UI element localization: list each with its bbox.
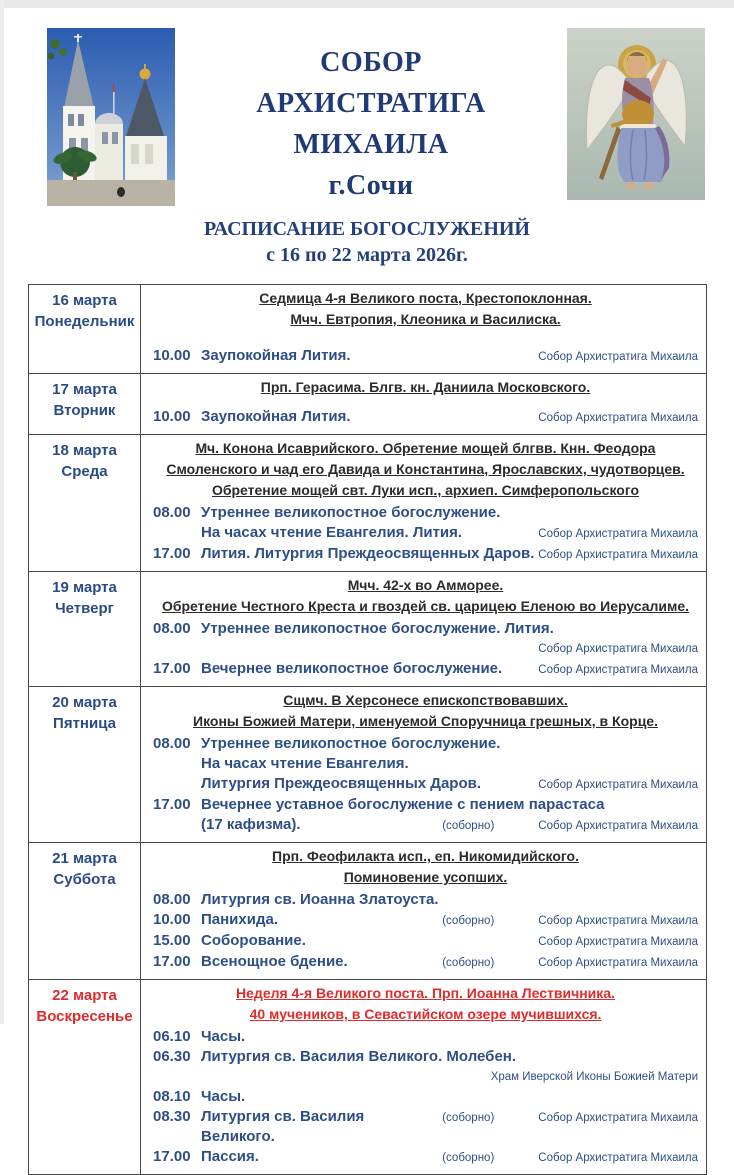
- feast-line: Иконы Божией Матери, именуемой Споручница грешных, в Корце.: [193, 713, 658, 729]
- service-time: 08.10: [153, 1088, 191, 1105]
- service-time: 17.00: [153, 660, 191, 677]
- content-cell-thursday: [141, 572, 706, 686]
- title-line-1: СОБОР: [320, 47, 422, 78]
- service-time: 10.00: [153, 911, 191, 928]
- date-cell-tuesday: [29, 374, 141, 434]
- content-cell-friday: [141, 687, 706, 842]
- weekday-label: Суббота: [53, 871, 116, 888]
- soborno-note: (соборно): [442, 915, 495, 927]
- service-location: Собор Архистратига Михаила: [538, 643, 698, 655]
- service-line: [153, 407, 698, 428]
- content-cell-saturday: [141, 843, 706, 979]
- date-cell-friday: [29, 687, 141, 842]
- service-line: [153, 639, 698, 659]
- service-description: Утреннее великопостное богослужение.: [201, 504, 501, 521]
- service-time: 17.00: [153, 1148, 191, 1165]
- soborno-note: (соборно): [442, 820, 495, 832]
- feast-line: Обретение Честного Креста и гвоздей св. царицею Еленою во Иерусалиме.: [161, 598, 690, 614]
- soborno-note: (соборно): [442, 1152, 495, 1164]
- service-line: [153, 734, 698, 754]
- service-line: [153, 1027, 698, 1047]
- photo-left-edge: [0, 0, 4, 1024]
- service-time: 08.00: [153, 735, 191, 752]
- page-title: [175, 28, 567, 206]
- service-line: [153, 346, 698, 367]
- service-description: Литургия Преждеосвященных Даров.: [201, 775, 482, 792]
- service-line: [153, 890, 698, 910]
- service-description: Пассия.: [201, 1148, 259, 1165]
- service-description: На часах чтение Евангелия. Лития.: [201, 524, 463, 541]
- feast-line: Сщмч. В Херсонесе епископствовавших.: [283, 692, 568, 708]
- feast-line: Мч. Конона Исаврийского. Обретение мощей блгвв. Кнн. Феодора: [195, 440, 656, 456]
- date-label: 19 марта: [52, 579, 117, 596]
- weekday-label: Понедельник: [34, 313, 135, 330]
- services-block: [153, 407, 698, 428]
- service-line: [153, 774, 698, 795]
- date-cell-saturday: [29, 843, 141, 979]
- soborno-note: (соборно): [442, 957, 495, 969]
- service-location: Собор Архистратига Михаила: [538, 1112, 698, 1124]
- feast-line: Прп. Феофилакта исп., еп. Никомидийского.: [272, 848, 579, 864]
- service-line: [153, 910, 698, 931]
- service-time: 06.10: [153, 1028, 191, 1045]
- service-time: 08.00: [153, 504, 191, 521]
- service-location: Собор Архистратига Михаила: [538, 936, 698, 948]
- service-description: Утреннее великопостное богослужение. Лития.: [201, 620, 554, 637]
- soborno-note: (соборно): [442, 1112, 495, 1124]
- service-location: Храм Иверской Иконы Божией Матери: [490, 1071, 698, 1083]
- service-description: Вечернее уставное богослужение с пением парастаса: [201, 796, 605, 813]
- service-description: Вечернее великопостное богослужение.: [201, 660, 503, 677]
- service-line: [153, 754, 698, 774]
- services-block: [153, 890, 698, 973]
- service-location: Собор Архистратига Михаила: [538, 1152, 698, 1164]
- service-description: Часы.: [201, 1088, 246, 1105]
- archangel-icon-drawing: [567, 28, 705, 200]
- service-time: 06.30: [153, 1048, 191, 1065]
- feast-block: [153, 288, 698, 330]
- title-line-4: г.Сочи: [328, 170, 414, 201]
- services-block: [153, 346, 698, 367]
- date-label: 18 марта: [52, 442, 117, 459]
- service-location: Собор Архистратига Михаила: [538, 664, 698, 676]
- archangel-michael-icon: [567, 28, 705, 200]
- service-description: Литургия св. Василия Великого. Молебен.: [201, 1048, 517, 1065]
- service-description: Заупокойная Лития.: [201, 347, 351, 364]
- content-cell-sunday: [141, 980, 706, 1174]
- feast-block: [153, 983, 698, 1025]
- weekday-label: Среда: [61, 463, 108, 480]
- feast-line: 40 мучеников, в Севастийском озере мучившихся.: [249, 1006, 602, 1022]
- schedule-row-thursday: [29, 571, 706, 686]
- service-location: Собор Архистратига Михаила: [538, 549, 698, 561]
- service-line: [153, 1047, 698, 1067]
- service-time: 08.30: [153, 1108, 191, 1125]
- service-line: [153, 1087, 698, 1107]
- service-time: 15.00: [153, 932, 191, 949]
- service-location: Собор Архистратига Михаила: [538, 351, 698, 363]
- feast-line: Смоленского и чад его Давида и Константина, Ярославских, чудотворцев.: [166, 461, 685, 477]
- feast-line: Мчч. Евтропия, Клеоника и Василиска.: [290, 311, 561, 327]
- service-location: Собор Архистратига Михаила: [538, 915, 698, 927]
- service-line: [153, 619, 698, 639]
- service-time: 17.00: [153, 953, 191, 970]
- schedule-row-friday: [29, 686, 706, 842]
- date-cell-wednesday: [29, 435, 141, 571]
- schedule-table: [28, 284, 707, 1175]
- service-location: Собор Архистратига Михаила: [538, 412, 698, 424]
- service-description: На часах чтение Евангелия.: [201, 755, 409, 772]
- service-line: [153, 952, 698, 973]
- service-line: [153, 544, 698, 565]
- service-time: 17.00: [153, 796, 191, 813]
- cathedral-photo: [47, 28, 175, 206]
- service-description: Утреннее великопостное богослужение.: [201, 735, 501, 752]
- service-description: Заупокойная Лития.: [201, 408, 351, 425]
- title-line-3: МИХАИЛА: [293, 129, 449, 160]
- service-description: Часы.: [201, 1028, 246, 1045]
- date-label: 22 марта: [52, 987, 117, 1004]
- service-description: Соборование.: [201, 932, 306, 949]
- feast-line: Поминовение усопших.: [343, 869, 508, 885]
- content-cell-tuesday: [141, 374, 706, 434]
- date-cell-sunday: [29, 980, 141, 1174]
- feast-block: [153, 575, 698, 617]
- service-line: [153, 659, 698, 680]
- service-line: [153, 815, 698, 836]
- feast-block: [153, 377, 698, 398]
- service-location: Собор Архистратига Михаила: [538, 820, 698, 832]
- service-time: 10.00: [153, 347, 191, 364]
- service-description: Литургия св. Иоанна Златоуста.: [201, 891, 439, 908]
- subtitle-line-2: с 16 по 22 марта 2026г.: [266, 244, 468, 266]
- feast-block: [153, 690, 698, 732]
- service-line: [153, 1107, 698, 1147]
- photo-top-edge: [0, 0, 734, 8]
- service-line: [153, 795, 698, 815]
- service-location: Собор Архистратига Михаила: [538, 779, 698, 791]
- feast-line: Обретение мощей свт. Луки исп., архиеп. Симферопольского: [211, 482, 640, 498]
- schedule-row-tuesday: [29, 373, 706, 434]
- schedule-row-saturday: [29, 842, 706, 979]
- weekday-label: Вторник: [53, 402, 116, 419]
- cathedral-photo-drawing: [47, 28, 175, 206]
- service-description: Лития. Литургия Преждеосвященных Даров.: [201, 545, 535, 562]
- services-block: [153, 1027, 698, 1168]
- services-block: [153, 734, 698, 836]
- date-cell-monday: [29, 285, 141, 373]
- title-line-2: АРХИСТРАТИГА: [256, 88, 486, 119]
- feast-line: Седмица 4-я Великого поста, Крестопоклонная.: [259, 290, 592, 306]
- date-label: 21 марта: [52, 850, 117, 867]
- service-time: 08.00: [153, 620, 191, 637]
- service-line: [153, 1067, 698, 1087]
- subtitle-line-1: РАСПИСАНИЕ БОГОСЛУЖЕНИЙ: [204, 218, 530, 240]
- service-line: [153, 523, 698, 544]
- service-description: Всенощное бдение.: [201, 953, 348, 970]
- service-location: Собор Архистратига Михаила: [538, 957, 698, 969]
- service-description: (17 кафизма).: [201, 816, 301, 833]
- service-description: Панихида.: [201, 911, 278, 928]
- services-block: [153, 503, 698, 565]
- service-time: 17.00: [153, 545, 191, 562]
- weekday-label: Четверг: [55, 600, 114, 617]
- schedule-row-sunday: [29, 979, 706, 1174]
- date-cell-thursday: [29, 572, 141, 686]
- schedule-subtitle: [0, 216, 734, 268]
- schedule-row-monday: [29, 285, 706, 373]
- services-block: [153, 619, 698, 680]
- service-description: Литургия св. Василия Великого.: [201, 1108, 365, 1145]
- date-label: 17 марта: [52, 381, 117, 398]
- weekday-label: Воскресенье: [36, 1008, 133, 1025]
- content-cell-monday: [141, 285, 706, 373]
- service-line: [153, 503, 698, 523]
- feast-line: Прп. Герасима. Блгв. кн. Даниила Московского.: [260, 379, 591, 395]
- feast-block: [153, 846, 698, 888]
- date-label: 16 марта: [52, 292, 117, 309]
- service-time: 08.00: [153, 891, 191, 908]
- service-time: 10.00: [153, 408, 191, 425]
- schedule-row-wednesday: [29, 434, 706, 571]
- service-location: Собор Архистратига Михаила: [538, 528, 698, 540]
- feast-block: [153, 438, 698, 501]
- service-line: [153, 1147, 698, 1168]
- document-header: [0, 8, 734, 206]
- feast-line: Неделя 4-я Великого поста. Прп. Иоанна Лествичника.: [236, 985, 615, 1001]
- feast-line: Мчч. 42-х во Амморее.: [347, 577, 504, 593]
- weekday-label: Пятница: [53, 715, 116, 732]
- service-line: [153, 931, 698, 952]
- date-label: 20 марта: [52, 694, 117, 711]
- content-cell-wednesday: [141, 435, 706, 571]
